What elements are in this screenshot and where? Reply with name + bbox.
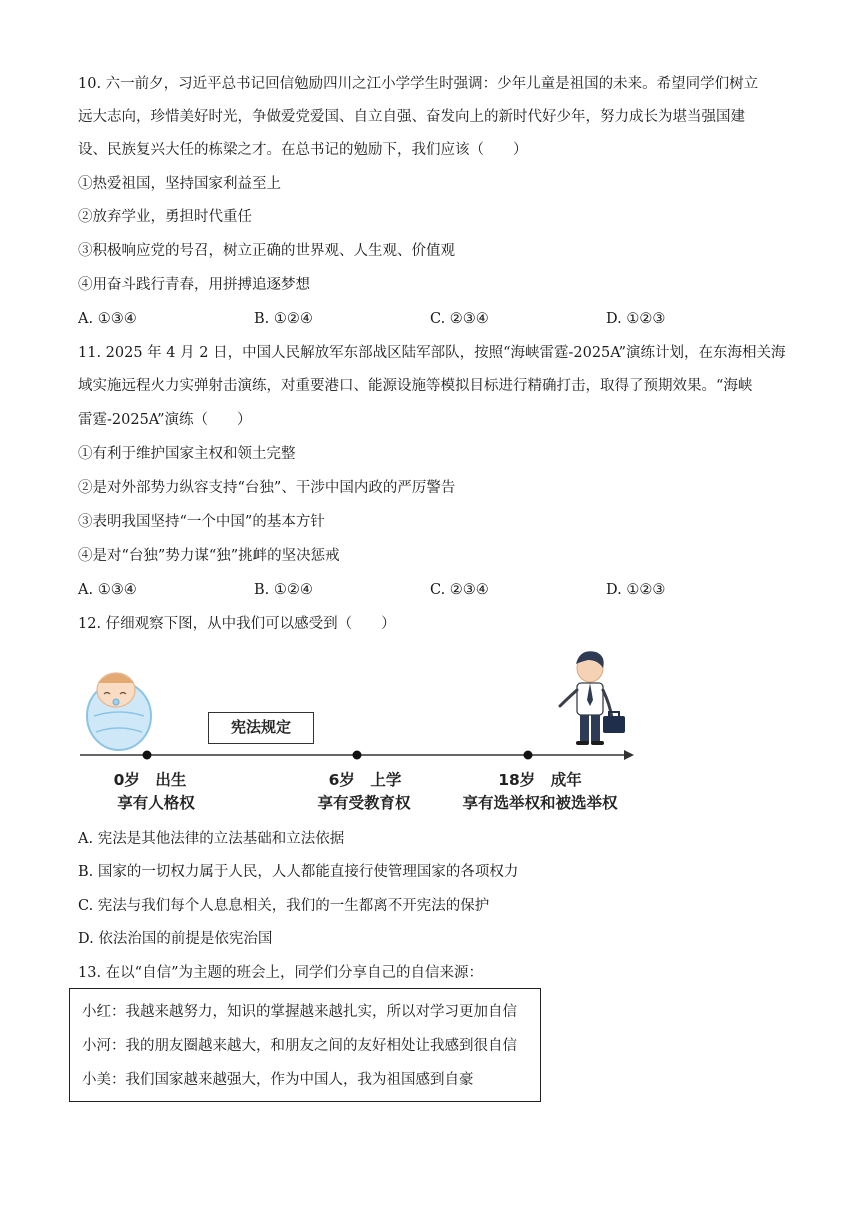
q12-option-a[interactable]: A. 宪法是其他法律的立法基础和立法依据 [78, 831, 345, 847]
constitution-label-box: 宪法规定 [208, 712, 314, 744]
q13-quote-xiaohe: 小河：我的朋友圈越来越大，和朋友之间的友好相处让我感到很自信 [82, 1038, 517, 1054]
q10-stem-line-3: 设、民族复兴大任的栋梁之才。在总书记的勉励下，我们应该（ ） [78, 142, 528, 158]
q13-stem: 13. 在以“自信”为主题的班会上，同学们分享自己的自信来源： [78, 965, 483, 981]
q11-option-b[interactable]: B. ①②④ [254, 582, 313, 598]
q11-statement-4: ④是对“台独”势力谋“独”挑衅的坚决惩戒 [78, 548, 340, 564]
q10-option-a[interactable]: A. ①③④ [78, 311, 137, 327]
q10-option-d[interactable]: D. ①②③ [606, 311, 666, 327]
q13-quote-xiaohong: 小红：我越来越努力，知识的掌握越来越扎实，所以对学习更加自信 [82, 1004, 517, 1020]
timeline-dot-school [353, 751, 362, 760]
q12-option-d[interactable]: D. 依法治国的前提是依宪治国 [78, 931, 273, 947]
milestone-age-birth: 0岁 出生 [113, 771, 187, 789]
timeline-arrowhead [624, 750, 634, 760]
q11-statement-3: ③表明我国坚持“一个中国”的基本方针 [78, 514, 325, 530]
q10-statement-4: ④用奋斗践行青春，用拼搏追逐梦想 [78, 277, 310, 293]
q10-statement-3: ③积极响应党的号召，树立正确的世界观、人生观、价值观 [78, 243, 455, 259]
q12-stem: 12. 仔细观察下图，从中我们可以感受到（ ） [78, 616, 396, 632]
q11-statement-2: ②是对外部势力纵容支持“台独”、干涉中国内政的严厉警告 [78, 480, 456, 496]
milestone-right-school: 享有受教育权 [317, 794, 411, 812]
q12-option-b[interactable]: B. 国家的一切权力属于人民，人人都能直接行使管理国家的各项权力 [78, 864, 519, 880]
q11-stem-line-2: 域实施远程火力实弹射击演练，对重要港口、能源设施等模拟目标进行精确打击，取得了预期效果。“海峡 [78, 378, 753, 394]
timeline-dot-birth [143, 751, 152, 760]
milestone-age-school: 6岁 上学 [328, 771, 402, 789]
q10-statement-1: ①热爱祖国，坚持国家利益至上 [78, 176, 281, 192]
q10-stem-line-1: 10. 六一前夕，习近平总书记回信勉励四川之江小学学生时强调：少年儿童是祖国的未来。希望同学们树立 [78, 76, 759, 92]
adult-illustration [560, 651, 625, 745]
q10-stem-line-2: 远大志向，珍惜美好时光，争做爱党爱国、自立自强、奋发向上的新时代好少年，努力成长为堪当强国建 [78, 109, 745, 125]
q10-option-c[interactable]: C. ②③④ [430, 311, 489, 327]
q11-option-a[interactable]: A. ①③④ [78, 582, 137, 598]
q11-option-c[interactable]: C. ②③④ [430, 582, 489, 598]
q11-stem-line-1: 11. 2025 年 4 月 2 日，中国人民解放军东部战区陆军部队，按照“海峡雷霆-2025A”演练计划，在东海相关海 [78, 345, 786, 361]
q11-statement-1: ①有利于维护国家主权和领土完整 [78, 446, 296, 462]
q13-quote-box [69, 988, 541, 1102]
q10-statement-2: ②放弃学业，勇担时代重任 [78, 209, 252, 225]
timeline-dot-adult [524, 751, 533, 760]
q11-stem-line-3: 雷霆-2025A”演练（ ） [78, 412, 252, 428]
milestone-right-adult: 享有选举权和被选举权 [462, 794, 618, 812]
milestone-age-adult: 18岁 成年 [498, 771, 582, 789]
baby-illustration [87, 673, 151, 750]
q11-option-d[interactable]: D. ①②③ [606, 582, 666, 598]
q12-option-c[interactable]: C. 宪法与我们每个人息息相关，我们的一生都离不开宪法的保护 [78, 898, 490, 914]
q10-option-b[interactable]: B. ①②④ [254, 311, 313, 327]
q13-quote-xiaomei: 小美：我们国家越来越强大，作为中国人，我为祖国感到自豪 [82, 1072, 474, 1088]
milestone-right-birth: 享有人格权 [117, 794, 195, 812]
